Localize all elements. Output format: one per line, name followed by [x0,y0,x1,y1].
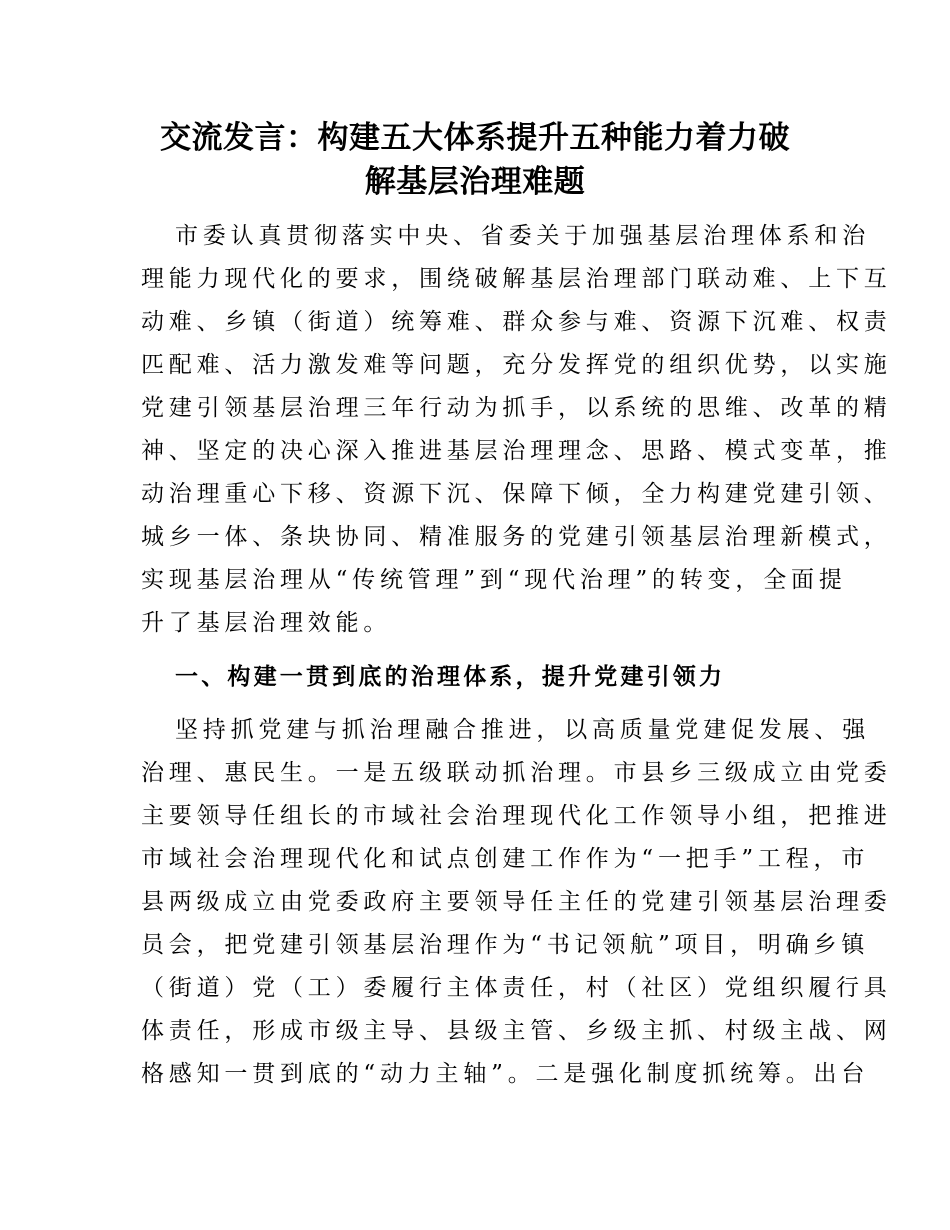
section-1-paragraph [141,709,892,1096]
document-title-line-1: 交流发言：构建五大体系提升五种能力着力破 [160,120,790,156]
paragraph-line: 实现基层治理从“传统管理”到“现代治理”的转变，全面提 [141,567,847,593]
paragraph-line: 升了基层治理效能。 [141,610,392,636]
intro-paragraph [141,215,892,645]
section-heading-1: 一、构建一贯到底的治理体系，提升党建引领力 [175,663,726,690]
paragraph-line: 动难、乡镇（街道）统筹难、群众参与难、资源下沉难、权责 [141,309,892,335]
paragraph-line: 县两级成立由党委政府主要领导任主任的党建引领基层治理委 [141,889,892,915]
paragraph-line: 格感知一贯到底的“动力主轴”。二是强化制度抓统筹。出台 [141,1061,870,1087]
paragraph-line: 治理、惠民生。一是五级联动抓治理。市县乡三级成立由党委 [141,760,892,786]
paragraph-line: 城乡一体、条块协同、精准服务的党建引领基层治理新模式， [141,524,892,550]
paragraph-line: （街道）党（工）委履行主体责任，村（社区）党组织履行具 [141,975,892,1001]
paragraph-line: 理能力现代化的要求，围绕破解基层治理部门联动难、上下互 [141,266,892,292]
paragraph-line: 动治理重心下移、资源下沉、保障下倾，全力构建党建引领、 [141,481,892,507]
paragraph-line: 坚持抓党建与抓治理融合推进，以高质量党建促发展、强 [175,717,870,743]
paragraph-line: 员会，把党建引领基层治理作为“书记领航”项目，明确乡镇 [141,932,870,958]
paragraph-line: 匹配难、活力激发难等问题，充分发挥党的组织优势，以实施 [141,352,892,378]
paragraph-line: 市委认真贯彻落实中央、省委关于加强基层治理体系和治 [175,223,870,249]
paragraph-line: 党建引领基层治理三年行动为抓手，以系统的思维、改革的精 [141,395,892,421]
paragraph-line: 神、坚定的决心深入推进基层治理理念、思路、模式变革，推 [141,438,892,464]
document-title-line-2: 解基层治理难题 [364,164,586,200]
paragraph-line: 体责任，形成市级主导、县级主管、乡级主抓、村级主战、网 [141,1018,892,1044]
paragraph-line: 主要领导任组长的市域社会治理现代化工作领导小组，把推进 [141,803,892,829]
paragraph-line: 市域社会治理现代化和试点创建工作作为“一把手”工程，市 [141,846,870,872]
